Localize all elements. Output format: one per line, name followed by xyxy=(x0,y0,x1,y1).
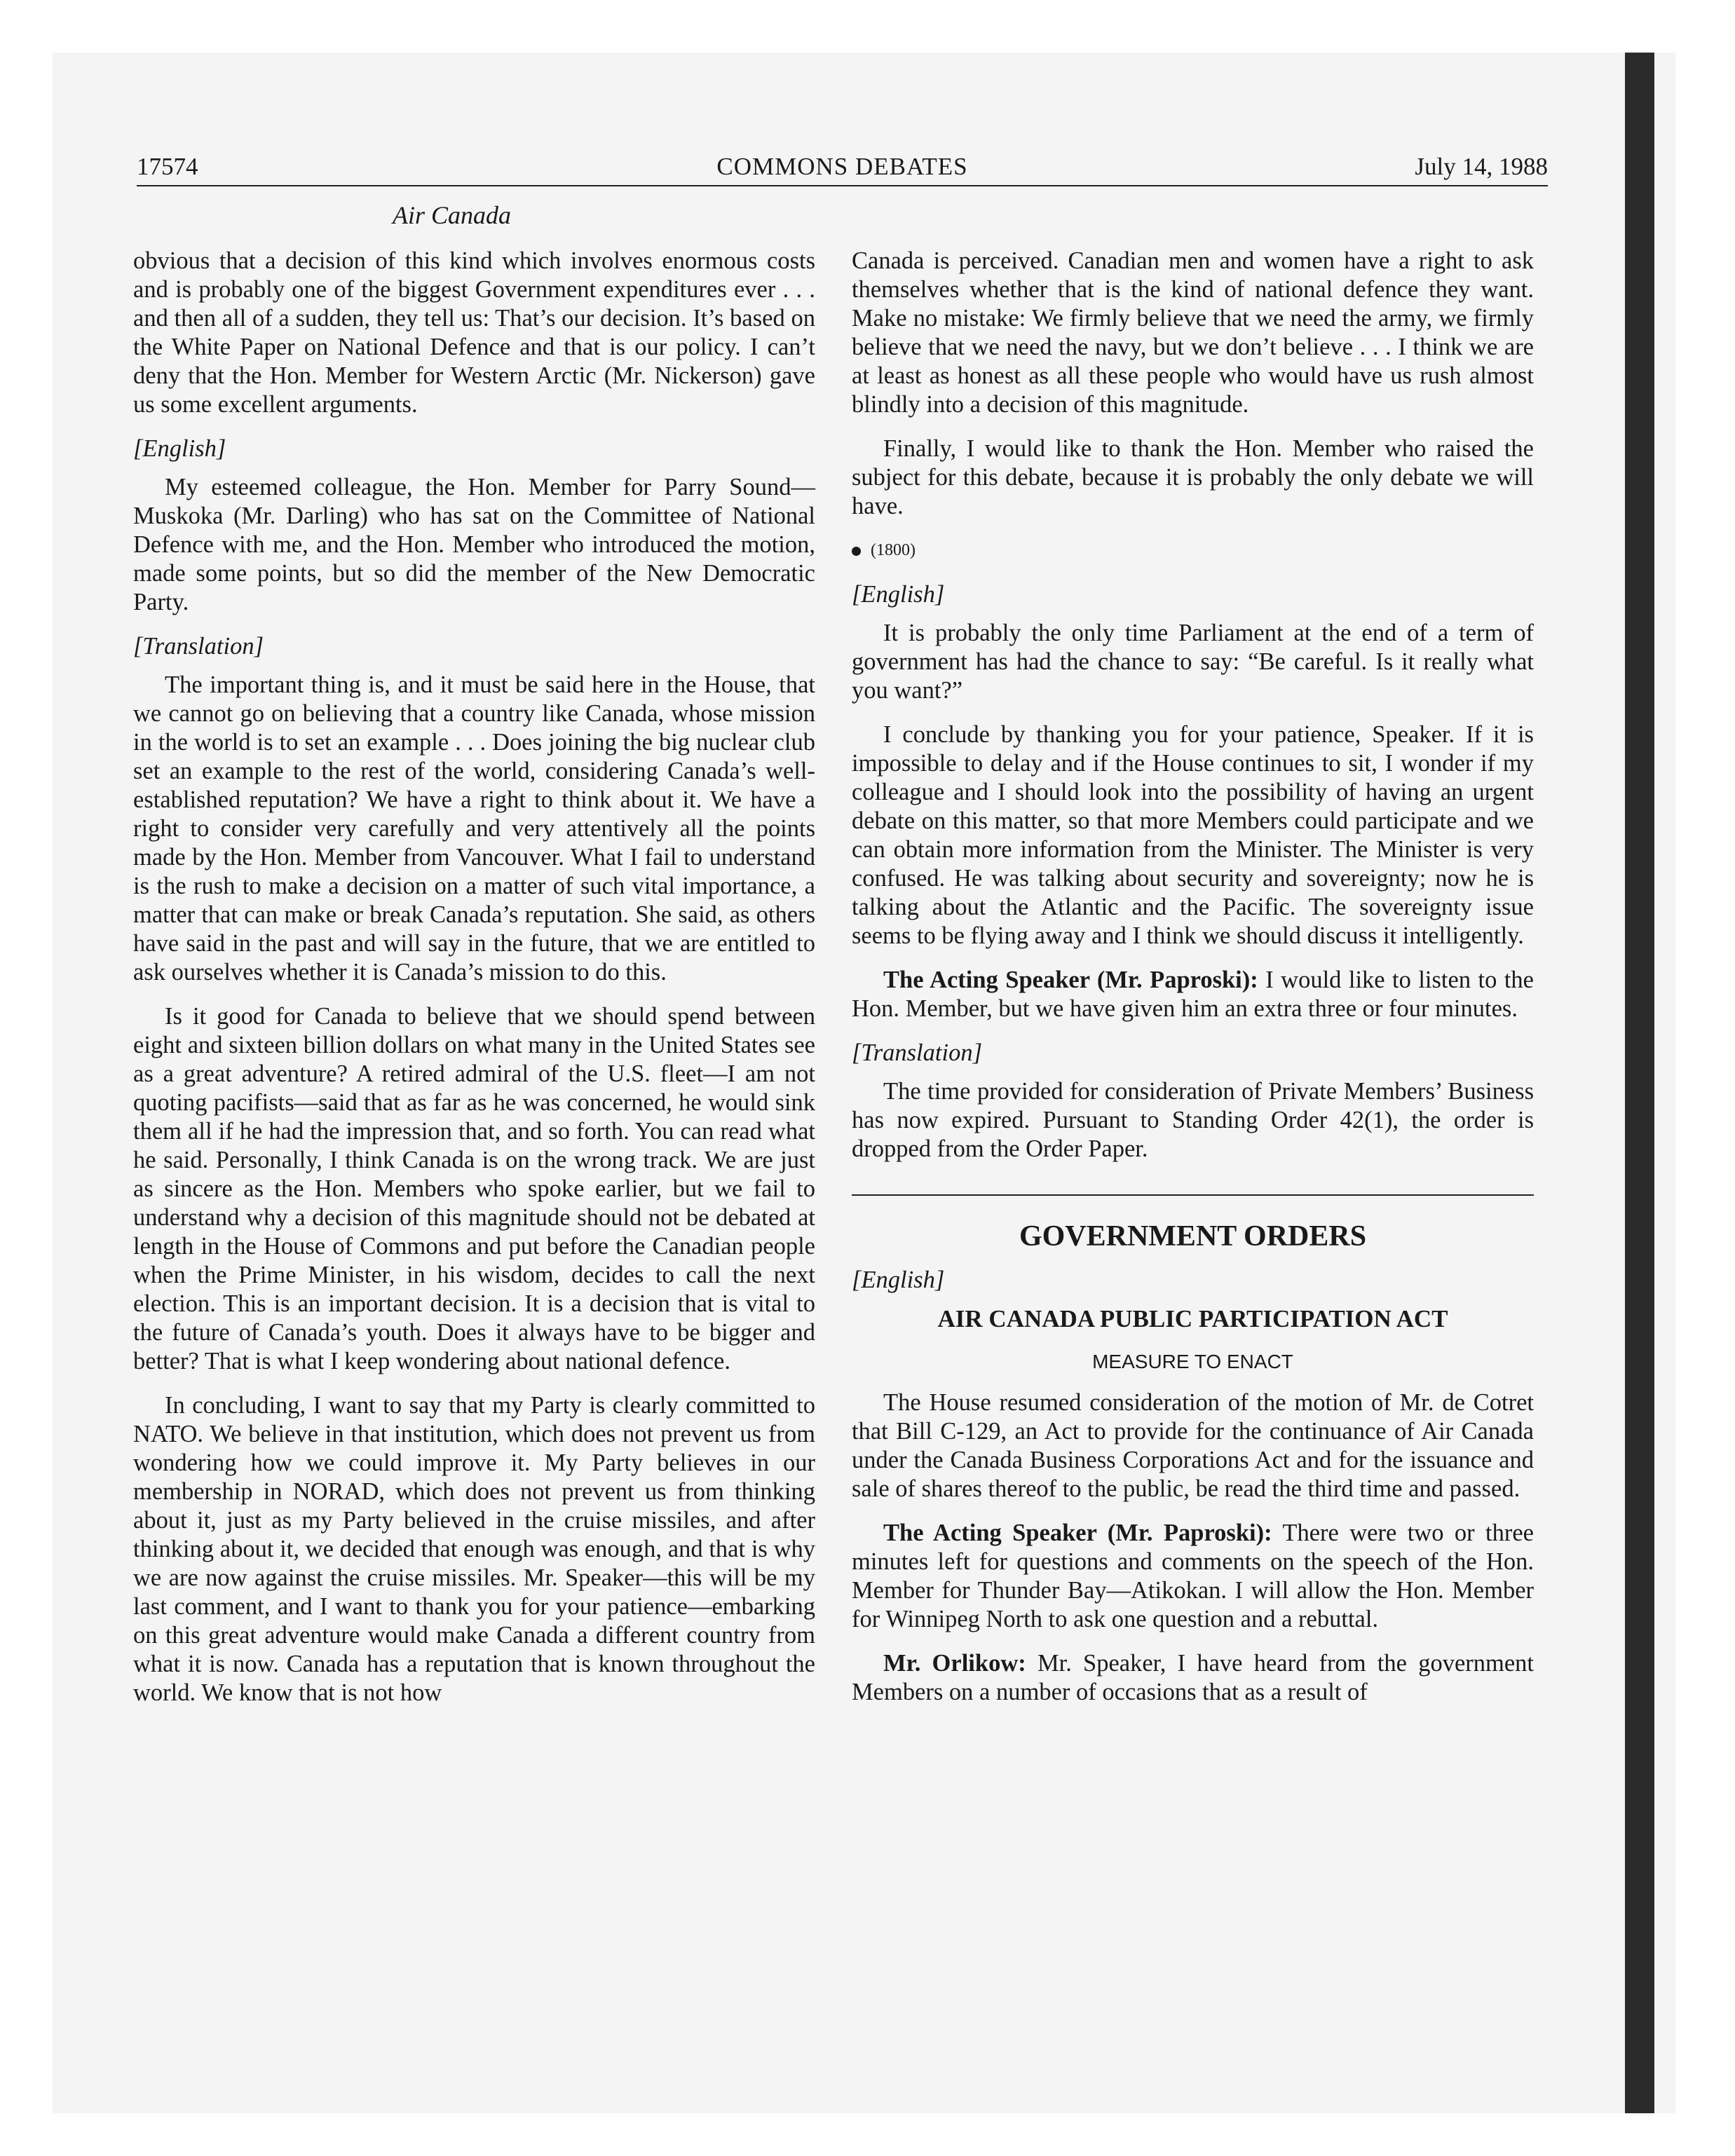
page-number: 17574 xyxy=(137,153,198,180)
paragraph: It is probably the only time Parliament at the end of a term of government has had the chance to say: “Be careful. Is it really what you want?” xyxy=(852,620,1534,704)
language-marker: [English] xyxy=(852,1267,945,1293)
speaker-name: The Acting Speaker (Mr. Paproski): xyxy=(883,1520,1272,1546)
speech-text: There were two or three minutes left for questions and comments on the speech of the Hon. Member for Thunder Bay—Atikokan. I will allow the Hon. Member for Winnipeg North to ask one question and a rebuttal. xyxy=(852,1520,1534,1632)
paragraph xyxy=(852,1649,1534,1707)
language-marker: [Translation] xyxy=(133,633,264,660)
paragraph xyxy=(852,966,1534,1023)
paragraph: Finally, I would like to thank the Hon. Member who raised the subject for this debate, because it is probably the only debate we will have. xyxy=(852,435,1534,519)
page-header xyxy=(137,153,1548,185)
section-rule xyxy=(852,1194,1534,1196)
publication-title: COMMONS DEBATES xyxy=(716,153,968,180)
speech-text: Mr. Speaker, I have heard from the government Members on a number of occasions that as a result of xyxy=(852,1650,1534,1705)
paragraph: Is it good for Canada to believe that we should spend between eight and sixteen billion dollars on what many in the United States see as a great adventure? A retired admiral of the U.S. fleet—I am not quoting pacifists—said that as far as he was concerned, he would sink them all if he had the impression that, and so forth. You can read what he said. Personally, I think Canada is on the wrong track. We are just as sincere as the Hon. Members who spoke earlier, but we fail to understand why a decision of this magnitude should not be debated at length in the House of Commons and put before the Canadian people when the Prime Minister, in his wisdom, decides to call the next election. This is an important decision. It is a decision that is vital to the future of Canada’s youth. Does it always have to be bigger and better? That is what I keep wondering about national defence. xyxy=(133,1003,815,1374)
time-marker-text: (1800) xyxy=(871,541,916,559)
language-marker: [English] xyxy=(852,581,945,608)
paragraph: The House resumed consideration of the motion of Mr. de Cotret that Bill C-129, an Act to provide for the continuance of Air Canada under the Canada Business Corporations Act and for the issuance and sale of shares thereof to the public, be read the third time and passed. xyxy=(852,1389,1534,1502)
speech-text: I would like to listen to the Hon. Member, but we have given him an extra three or four minutes. xyxy=(852,967,1534,1022)
left-column xyxy=(133,247,815,1723)
speaker-name: The Acting Speaker (Mr. Paproski): xyxy=(883,967,1258,993)
paragraph: In concluding, I want to say that my Party is clearly committed to NATO. We believe in that institution, which does not prevent us from wondering how we could improve it. My Party believes in our membership in NORAD, which does not prevent us from thinking about it, just as my Party believed in the cruise missiles, and after thinking about it, we decided that enough was enough, and that is why we are now against the cruise missiles. Mr. Speaker—this will be my last comment, and I want to thank you for your patience—embarking on this great adventure would make Canada a different country from what it is now. Canada has a reputation that is known throughout the world. We know that is not how xyxy=(133,1392,815,1706)
bill-title: AIR CANADA PUBLIC PARTICIPATION ACT xyxy=(937,1305,1448,1332)
language-marker: [English] xyxy=(133,435,226,462)
scan-edge-bar xyxy=(1625,53,1654,2113)
paragraph: I conclude by thanking you for your patience, Speaker. If it is impossible to delay and if the House continues to sit, I wonder if my colleague and I should look into the possibility of having an urgent debate on this matter, so that more Members could participate and we can obtain more information from the Minister. The Minister is very confused. He was talking about security and sovereignty; now he is talking about the Atlantic and the Pacific. The sovereignty issue seems to be flying away and I think we should discuss it intelligently. xyxy=(852,721,1534,949)
section-title: GOVERNMENT ORDERS xyxy=(1019,1220,1367,1253)
paragraph: The time provided for consideration of Private Members’ Business has now expired. Pursuant to Standing Order 42(1), the order is dropped from the Order Paper. xyxy=(852,1078,1534,1162)
speaker-name: Mr. Orlikow: xyxy=(883,1650,1026,1677)
header-rule xyxy=(137,185,1548,186)
running-head: Air Canada xyxy=(393,201,512,229)
right-column xyxy=(852,247,1534,1722)
paragraph: The important thing is, and it must be said here in the House, that we cannot go on believing that a country like Canada, whose mission in the world is to set an example . . . Does joining the big nuclear club set an example to the rest of the world, considering Canada’s well-established reputation? We have a right to think about it. We have a right to consider very carefully and very attentively all the points made by the Hon. Member from Vancouver. What I fail to understand is the rush to make a decision on a matter of such vital importance, a matter that can make or break Canada’s reputation. She said, as others have said in the past and will say in the future, that we are entitled to ask ourselves whether it is Canada’s mission to do this. xyxy=(133,671,815,985)
paragraph xyxy=(852,1519,1534,1634)
measure-subtitle: MEASURE TO ENACT xyxy=(1092,1351,1293,1372)
paragraph: obvious that a decision of this kind which involves enormous costs and is probably one of the biggest Government expenditures ever . . . and then all of a sudden, they tell us: That’s our decision. It’s based on the White Paper on National Defence and that is our policy. I can’t deny that the Hon. Member for Western Arctic (Mr. Nickerson) gave us some excellent arguments. xyxy=(133,247,815,418)
language-marker: [Translation] xyxy=(852,1039,982,1066)
issue-date: July 14, 1988 xyxy=(1415,153,1548,180)
paragraph: Canada is perceived. Canadian men and women have a right to ask themselves whether that is the kind of national defence they want. Make no mistake: We firmly believe that we need the army, we firmly believe that we need the navy, but we don’t believe . . . I think we are at least as honest as all these people who would have us rush almost blindly into a decision of this magnitude. xyxy=(852,247,1534,418)
time-marker xyxy=(852,536,1534,565)
bullet-icon xyxy=(852,547,861,556)
paragraph: My esteemed colleague, the Hon. Member for Parry Sound—Muskoka (Mr. Darling) who has sat on the Committee of National Defence with me, and the Hon. Member who introduced the motion, made some points, but so did the member of the New Democratic Party. xyxy=(133,474,815,615)
